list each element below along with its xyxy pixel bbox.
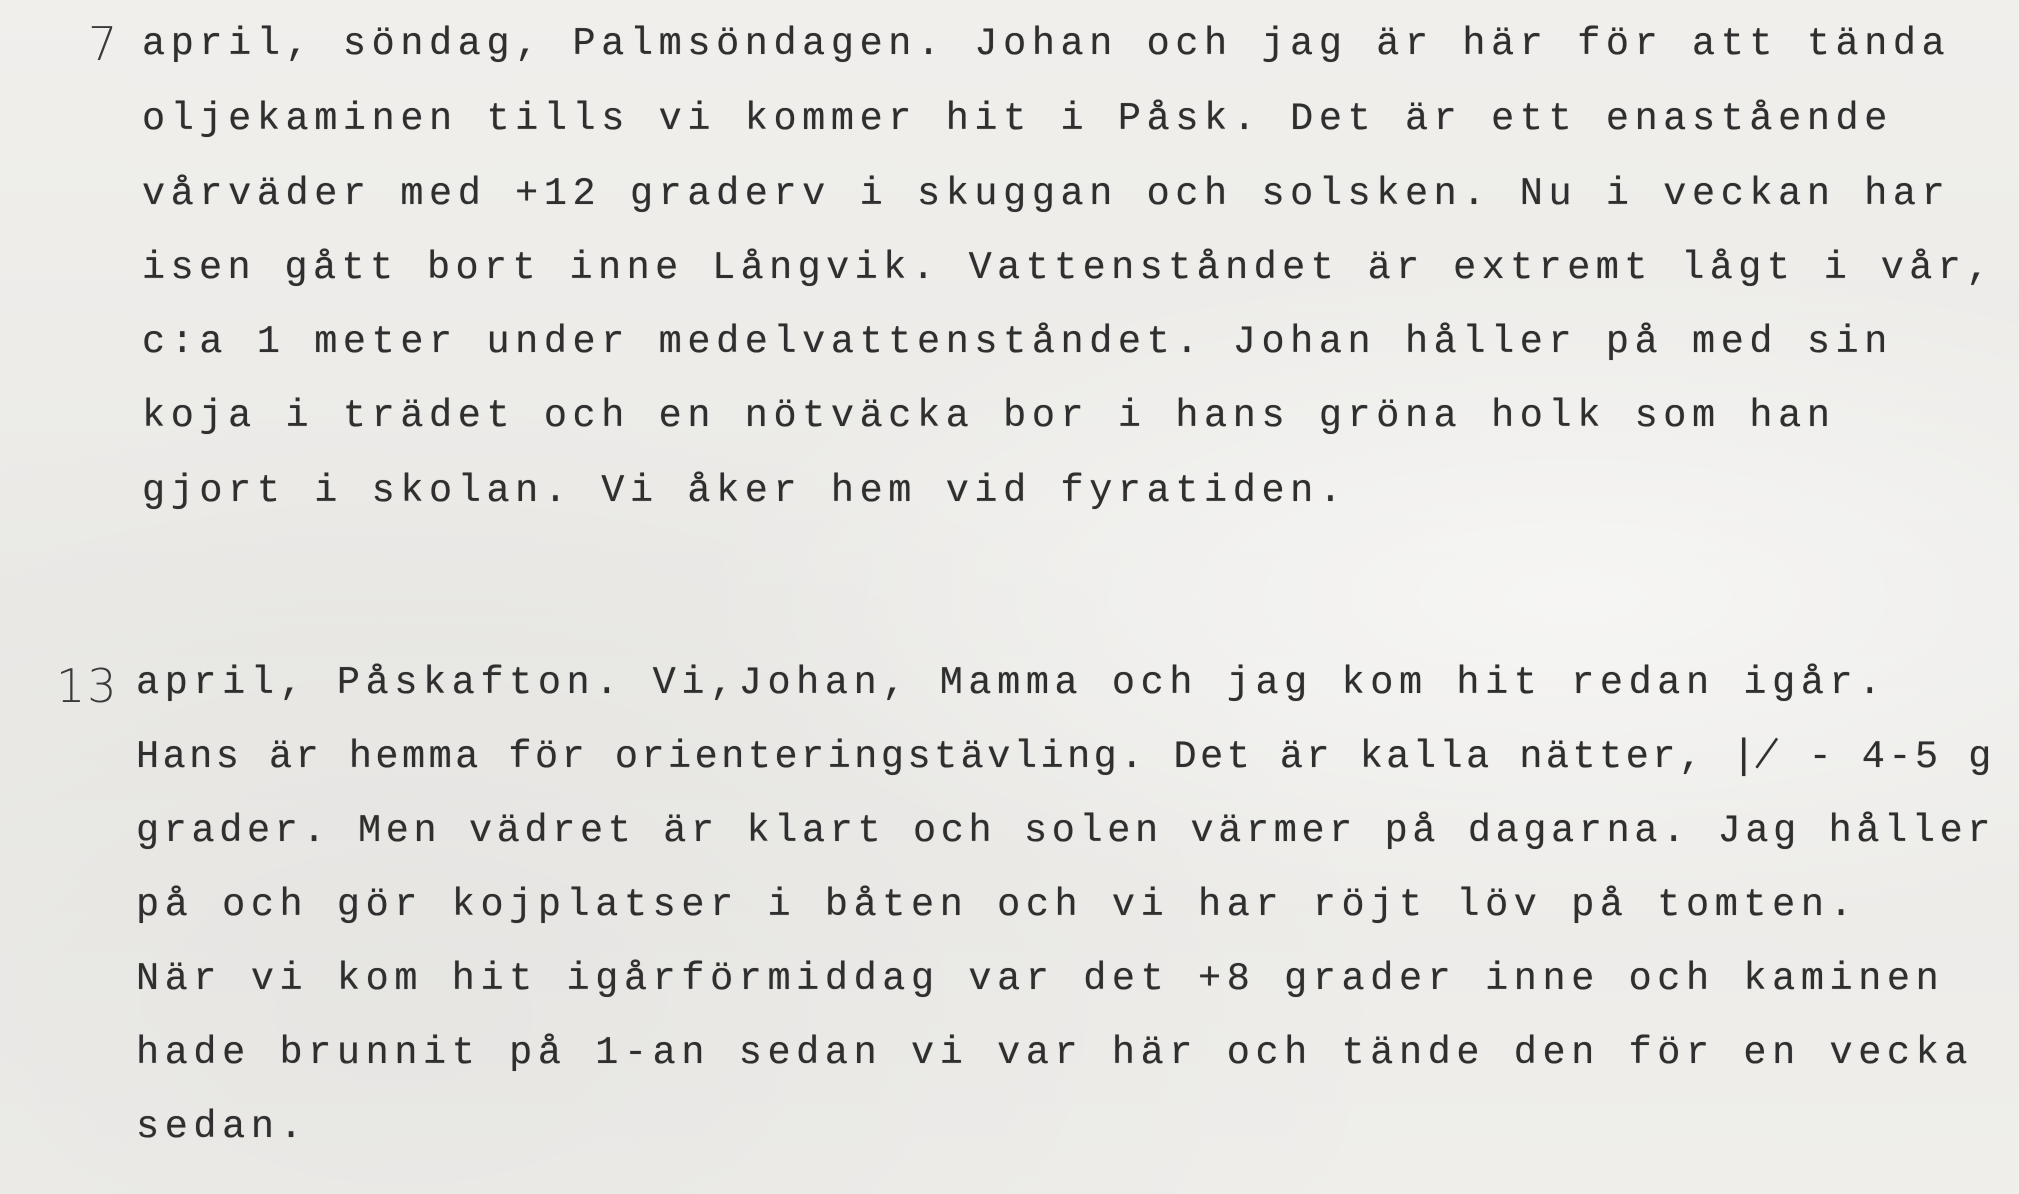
entry-day-number: 13 xyxy=(56,659,119,713)
entry-text-line: sedan. xyxy=(136,1105,309,1149)
entry-text-line: på och gör kojplatser i båten och vi har röjt löv på tomten. xyxy=(136,883,1859,927)
entry-text-line: grader. Men vädret är klart och solen värmer på dagarna. Jag håller xyxy=(136,809,1996,853)
entry-text-line: När vi kom hit igårförmiddag var det +8 grader inne och kaminen xyxy=(136,957,1945,1001)
entry-text-line: isen gått bort inne Långvik. Vattenståndet är extremt lågt i vår, xyxy=(142,246,1995,290)
entry-text-line: c:a 1 meter under medelvattenståndet. Johan håller på med sin xyxy=(142,320,1893,364)
entry-text-line: april, Påskafton. Vi,Johan, Mamma och jag kom hit redan igår. xyxy=(136,661,1887,705)
entry-text-line: Hans är hemma för orienteringstävling. Det är kalla nätter, ∤ - 4-5 g xyxy=(136,735,1995,779)
entry-text-line: vårväder med +12 graderv i skuggan och solsken. Nu i veckan har xyxy=(142,172,1951,216)
entry-text-line: hade brunnit på 1-an sedan vi var här och tände den för en vecka xyxy=(136,1031,1974,1075)
entry-text-line: oljekaminen tills vi kommer hit i Påsk. Det är ett enastående xyxy=(142,97,1893,141)
entry-day-number: 7 xyxy=(88,17,120,71)
entry-text-line: gjort i skolan. Vi åker hem vid fyratiden. xyxy=(142,469,1348,513)
entry-text-line: koja i trädet och en nötväcka bor i hans gröna holk som han xyxy=(142,394,1836,438)
entry-text-line: april, söndag, Palmsöndagen. Johan och jag är här för att tända xyxy=(142,22,1951,66)
